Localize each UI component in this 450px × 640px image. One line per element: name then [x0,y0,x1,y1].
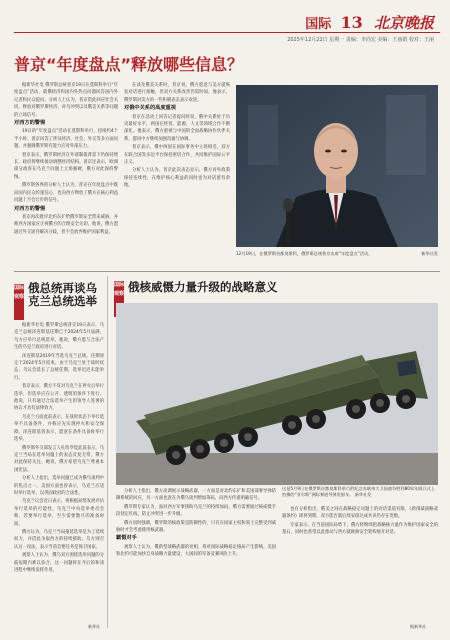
left-story-tag: 国际观察 [14,284,24,320]
lead-paragraph: 在谈及俄美关系时，普京说，俄方愿意与美方就恢复对话进行接触，但双方关系改善仍需时间。他表示，俄罗斯对美方的一些积极表态表示欢迎。 [124,83,230,103]
lead-photo [236,85,438,247]
left-story-credit: 新华社 [88,624,100,629]
right-story-credit: 据新华社 [410,624,426,629]
section-divider [14,271,440,272]
missile-launcher-illustration [116,303,438,485]
left-paragraph: 俄方认为，乌克兰当局拖延选举是为了延续权力，并借此争取西方的持续援助。乌方则否认这一说法，表示当前首要任务是保卫国家。 [14,529,104,550]
left-story-title: 俄总统再谈乌克兰总统选举 [28,281,97,308]
right-subheading: 霸慑对手 [116,535,137,542]
right-story-tag: 国际观察 [114,281,124,317]
page-number: 13 [340,13,363,32]
issue-meta: 2025年12月22日 星期一 责编：李尚宏 美编：王丽娟 校对：王丽 [287,37,434,43]
lead-paragraph: 普京表示，俄中两国在国际事务中立场相近，双方在联合国等多边平台保持密切合作，共同维护国际公平正义。 [124,145,230,166]
lead-headline: 普京“年度盘点”释放哪些信息？ [14,55,244,74]
missile-photo-credit: 新华社发 [354,492,372,497]
missile-photo-caption: 这是5月9日在俄罗斯首都莫斯科举行的纪念苏联伟大卫国战争胜利80周年阅兵式上拍摄的“亚尔斯”洲际弹道导弹发射车。 新华社发 [282,486,436,497]
right-paragraph: 俄方同时强调，俄罗斯的核政策是防御性的，只有在国家主权和领土完整受到威胁时才会考虑使用核武器。 [116,520,276,534]
lead-paragraph: 普京表示，俄罗斯经济在外部制裁背景下仍保持增长，政府将继续推动调整经济结构。普京还表示，欧洲部分政客在乌克兰问题上立场强硬，俄方对此保持警惕。 [14,152,118,180]
left-paragraph: 据新华社电 俄罗斯总统普京19日表示，乌克兰总统泽连斯基任期已于2024年5月届满，乌方应举行总统选举。他说，俄方愿与合法产生的乌克兰政府进行对话。 [14,323,104,351]
right-paragraph: 也有分析指出，俄美之间在战略稳定问题上的对话渠道有限，《新削减战略武器条约》即将到期，双方能否就后续安排达成共识仍存在变数。 [282,507,438,520]
right-paragraph: 观察人士认为，俄新型战略武器的亮相，将对国际战略稳定格局产生影响。美国和北约可能加快自身战略力量建设，大国间的军备竞赛风险上升。 [116,544,276,558]
right-story-title: 俄核威慑力量升级的战略意义 [128,280,278,294]
lead-paragraph: 19日的“年度盘点”活动在莫斯科举行，持续约4个半小时。普京回答了涉及经济、社会、外交等多方面问题，并强调俄罗斯有能力应对外部压力。 [14,129,118,150]
right-paragraph: 俄罗斯专家认为，面对西方军事援助乌克兰的持续加码，俄方需要通过核威慑手段划定红线，防止冲突进一步升级。 [116,504,276,518]
left-paragraph: 乌克兰议会近日表示，将根据局势发展评估举行选举的可能性。乌克兰中央选举委员会称，若要举行选举，至少需要数月的准备时间。 [14,499,104,527]
lead-paragraph: 俄罗斯各界的分析人士认为，普京在年度盘点中既向国内民众传递信心，也向西方释放了俄方在核心利益问题上不会让步的信号。 [14,183,118,204]
left-paragraph: 分析人士指出，选举问题已成为俄乌谈判中的焦点之一。美国方面也曾表示，乌克兰应适时举行选举，以巩固政府的合法性。 [14,476,104,496]
lead-subheading: 对西方的警惕 [14,205,46,212]
lead-subheading: 对俄中关系的高度重视 [124,105,176,112]
lead-paragraph: 普京在活动上回答记者提问时说，俄中关系处于历史最好水平，两国在经贸、能源、人文等领域合作不断深化。他表示，俄方重视与中国的全面战略协作伙伴关系，愿同中方继续加强沟通与协调。 [124,114,230,142]
column-divider [107,276,108,628]
right-paragraph: 专家表示，在当前国际局势下，俄方将继续把战略核力量作为维护国家安全的基石，同时也希望以此推动与西方就欧洲安全架构展开对话。 [282,522,438,536]
lead-subheading: 对西方的警惕 [14,120,46,127]
lead-photo-credit: 新华社发 [421,251,438,256]
header-rule [14,32,440,33]
masthead [305,12,434,33]
putin-photo-illustration [236,85,438,247]
missile-photo [116,303,438,485]
lead-column-1 [14,82,118,267]
left-paragraph: 俄罗斯外交部发言人扎哈罗娃此前表示，乌克兰当局在选举问题上的表态反复无常，俄方对此保持关注。她说，俄方希望乌克兰尊重本国宪法。 [14,445,104,473]
left-paragraph: 乌克兰方面此前表示，在战时状态下举行选举不具备条件，并称应先实现停火和安全保障。泽连斯基曾表示，愿意在条件具备时举行选举。 [14,414,104,443]
left-story-body [14,322,104,622]
lead-photo-caption: 12月19日，在俄罗斯首都莫斯科，俄罗斯总统普京出席“年度盘点”活动。 新华社发 [236,251,438,256]
right-paragraph: 分析人士指出，俄方高调展示战略武器，一方面是对北约东扩和美国部署导弹防御系统的回应，另一方面也意在为俄乌谈判增加筹码，向西方传递明确信号。 [116,489,276,502]
section-name: 国际 [305,17,332,32]
left-paragraph: 观察人士认为，俄乌双方围绕选举问题的分歧短期内难以弥合，这一问题将在今后的和谈进程中继续发挥作用。 [14,553,104,573]
lead-paragraph: 据新华社电 俄罗斯总统普京19日在莫斯科举行“年度盘点”活动，就俄经济和国内外热点问题回答国内外记者和民众提问。分析人士认为，普京借此回应社会关切，释放对俄罗斯经济、对乌冲突以及俄美关系等问题的立场信号。 [14,83,118,118]
right-story-body-lower-left [116,488,276,628]
lead-column-2 [124,82,230,267]
left-paragraph: 普京表示，俄方不反对乌克兰在停火后举行选举，但选举应在公开、透明的条件下进行。他说，只有通过合法选举产生的领导人签署的协议才具有法律效力。 [14,384,104,412]
page-header [14,12,440,43]
lead-paragraph: 普京再次批评北约东扩给俄罗斯安全带来威胁，并称西方国家应正视俄方的合理安全关切。他说，俄方愿通过外交途径解决分歧，但不会放弃维护国家利益。 [14,214,118,235]
right-story-body-lower-right [282,506,438,622]
left-paragraph: 泽连斯基2019年当选乌克兰总统，任期原定于2024年5月结束。由于乌克兰处于战时状态，乌议会延长了总统任期，选举迟迟未能举行。 [14,353,104,381]
paper-logo: 北京晚报 [373,14,434,32]
lead-paragraph: 分析人士认为，普京此次表态显示，俄方对外政策保持连续性，在维护核心利益的同时也为对话留有余地。 [124,168,230,189]
